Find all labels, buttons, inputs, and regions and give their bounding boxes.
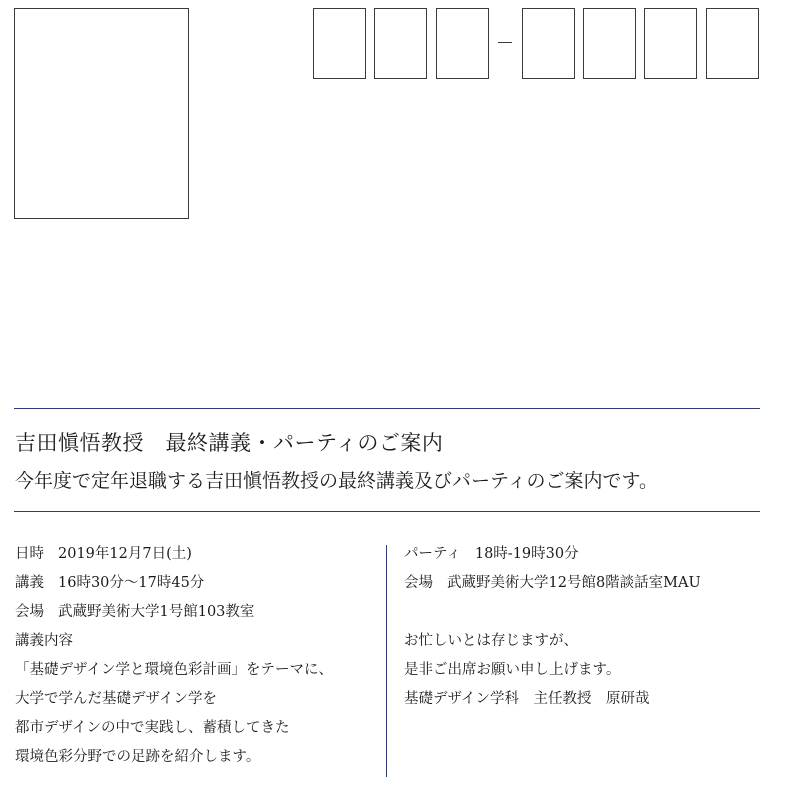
top-divider <box>14 408 760 409</box>
right-column <box>404 540 701 714</box>
content-label: 講義内容 <box>15 633 73 649</box>
content-line: 「基礎デザイン学と環境色彩計画」をテーマに、 <box>15 662 333 678</box>
venue-value: 武蔵野美術大学1号館103教室 <box>58 604 255 620</box>
venue-row <box>15 598 333 627</box>
date-row <box>15 540 333 569</box>
venue-label: 会場 <box>15 604 44 620</box>
message-line: お忙しいとは存じますが、 <box>404 633 578 649</box>
postal-code-box <box>436 8 489 79</box>
party-venue-label: 会場 <box>404 575 433 591</box>
stamp-area <box>14 8 189 219</box>
spacer <box>404 598 701 627</box>
postal-code-box <box>374 8 427 79</box>
lecture-label: 講義 <box>15 575 44 591</box>
postal-code-box <box>583 8 636 79</box>
content-line: 大学で学んだ基礎デザイン学を <box>15 691 217 707</box>
content-line: 都市デザインの中で実践し、蓄積してきた <box>15 720 290 736</box>
lecture-value: 16時30分～17時45分 <box>58 575 205 591</box>
message-line: 是非ご出席お願い申し上げます。 <box>404 662 621 678</box>
left-column <box>15 540 333 772</box>
page-title: 吉田愼悟教授 最終講義・パーティのご案内 <box>15 431 444 455</box>
header-bottom-divider <box>14 511 760 512</box>
signature-line: 基礎デザイン学科 主任教授 原研哉 <box>404 691 650 707</box>
page-subtitle: 今年度で定年退職する吉田愼悟教授の最終講義及びパーティのご案内です。 <box>15 470 658 492</box>
date-label: 日時 <box>15 546 44 562</box>
lecture-row <box>15 569 333 598</box>
party-row <box>404 540 701 569</box>
postal-code-box <box>313 8 366 79</box>
postal-code-box <box>706 8 759 79</box>
party-value: 18時-19時30分 <box>474 546 579 562</box>
postal-code-box <box>644 8 697 79</box>
party-venue-row <box>404 569 701 598</box>
party-label: パーティ <box>404 546 461 562</box>
date-value: 2019年12月7日(土) <box>58 546 192 562</box>
postal-code-box <box>522 8 575 79</box>
column-divider <box>386 545 387 777</box>
postal-code-dash <box>498 42 512 43</box>
party-venue-value: 武蔵野美術大学12号館8階談話室MAU <box>447 575 701 591</box>
content-line: 環境色彩分野での足跡を紹介します。 <box>15 749 261 765</box>
